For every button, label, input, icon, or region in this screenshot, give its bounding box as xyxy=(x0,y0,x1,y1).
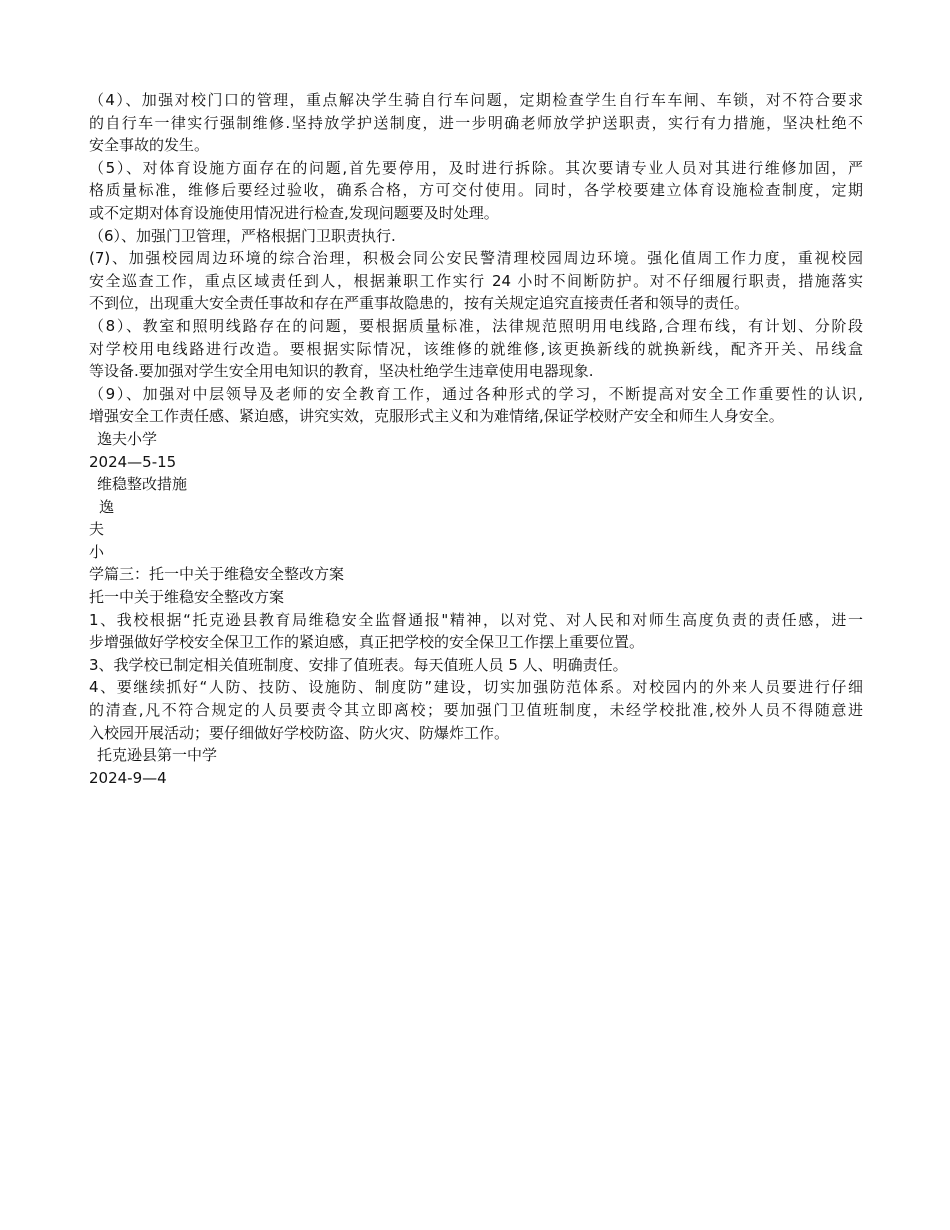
paragraph-line: （8）、教室和照明线路存在的问题，要根据质量标准，法律规范照明用电线路,合理布线，有计划、分阶段 xyxy=(89,316,863,335)
paragraph-line: 安全事故的发生。 xyxy=(89,136,210,155)
paragraph-line: 增强安全工作责任感、紧迫感，讲究实效，克服形式主义和为难情绪,保证学校财产安全和师生人身安全。 xyxy=(89,407,784,426)
signature-date-1: 2024—5-15 xyxy=(89,452,177,471)
paragraph-7 xyxy=(89,247,863,315)
paragraph-4 xyxy=(89,89,863,157)
paragraph-6 xyxy=(89,225,863,248)
paragraph-line: 对学校用电线路进行改造。要根据实际情况，该维修的就维修,该更换新线的就换新线，配齐开关、吊线盒 xyxy=(89,339,863,358)
stacked-char-2: 夫 xyxy=(89,520,105,539)
paragraph-5 xyxy=(89,157,863,225)
section-item-4 xyxy=(89,676,863,744)
section-item-1 xyxy=(89,609,863,654)
paragraph-line: （5）、对体育设施方面存在的问题,首先要停用，及时进行拆除。其次要请专业人员对其进行维修加固，严 xyxy=(89,158,863,177)
section-subtitle: 托一中关于维稳安全整改方案 xyxy=(89,588,285,607)
signature-school-2: 托克逊县第一中学 xyxy=(97,746,218,765)
paragraph-line: （6）、加强门卫管理，严格根据门卫职责执行. xyxy=(89,226,396,245)
paragraph-line: 3、我学校已制定相关值班制度、安排了值班表。每天值班人员 5 人、明确责任。 xyxy=(89,655,628,674)
paragraph-line: 步增强做好学校安全保卫工作的紧迫感，真正把学校的安全保卫工作摆上重要位置。 xyxy=(89,633,645,652)
paragraph-line: (7)、加强校园周边环境的综合治理，积极会同公安民警清理校园周边环境。强化值周工作力度，重视校园 xyxy=(89,249,863,268)
paragraph-line: 或不定期对体育设施使用情况进行检查,发现问题要及时处理。 xyxy=(89,203,499,222)
paragraph-8 xyxy=(89,315,863,383)
paragraph-line: 等设备.要加强对学生安全用电知识的教育，坚决杜绝学生违章使用电器现象. xyxy=(89,362,594,381)
paragraph-line: 的清查,凡不符合规定的人员要责令其立即离校；要加强门卫值班制度，未经学校批准,校外人员不得随意进 xyxy=(89,701,863,720)
document-page xyxy=(89,89,863,789)
paragraph-line: 格质量标准，维修后要经过验收，确系合格，方可交付使用。同时，各学校要建立体育设施检查制度，定期 xyxy=(89,181,863,200)
section-heading: 学篇三：托一中关于维稳安全整改方案 xyxy=(89,565,345,584)
paragraph-line: 安全巡查工作，重点区域责任到人，根据兼职工作实行 24 小时不间断防护。对不仔细履行职责，措施落实 xyxy=(89,271,863,290)
measures-title: 维稳整改措施 xyxy=(97,475,188,494)
stacked-char-1: 逸 xyxy=(99,497,115,516)
paragraph-line: （9）、加强对中层领导及老师的安全教育工作，通过各种形式的学习，不断提高对安全工作重要性的认识, xyxy=(89,384,863,403)
signature-date-2: 2024-9—4 xyxy=(89,768,167,787)
section-item-3 xyxy=(89,654,863,677)
paragraph-line: 的自行车一律实行强制维修.坚持放学护送制度，进一步明确老师放学护送职责，实行有力措施，坚决杜绝不 xyxy=(89,113,863,132)
paragraph-line: 4、要继续抓好“人防、技防、设施防、制度防”建设，切实加强防范体系。对校园内的外来人员要进行仔细 xyxy=(89,678,863,697)
stacked-char-3: 小 xyxy=(89,542,105,561)
signature-school-1: 逸夫小学 xyxy=(97,429,158,448)
paragraph-line: 不到位，出现重大安全责任事故和存在严重事故隐患的，按有关规定追究直接责任者和领导的责任。 xyxy=(89,294,750,313)
paragraph-line: （4）、加强对校门口的管理，重点解决学生骑自行车问题，定期检查学生自行车车闸、车锁，对不符合要求 xyxy=(89,91,863,109)
paragraph-9 xyxy=(89,383,863,428)
paragraph-line: 1、我校根据“托克逊县教育局维稳安全监督通报"精神，以对党、对人民和对师生高度负责的责任感，进一 xyxy=(89,610,863,629)
paragraph-line: 入校园开展活动；要仔细做好学校防盗、防火灾、防爆炸工作。 xyxy=(89,723,510,742)
